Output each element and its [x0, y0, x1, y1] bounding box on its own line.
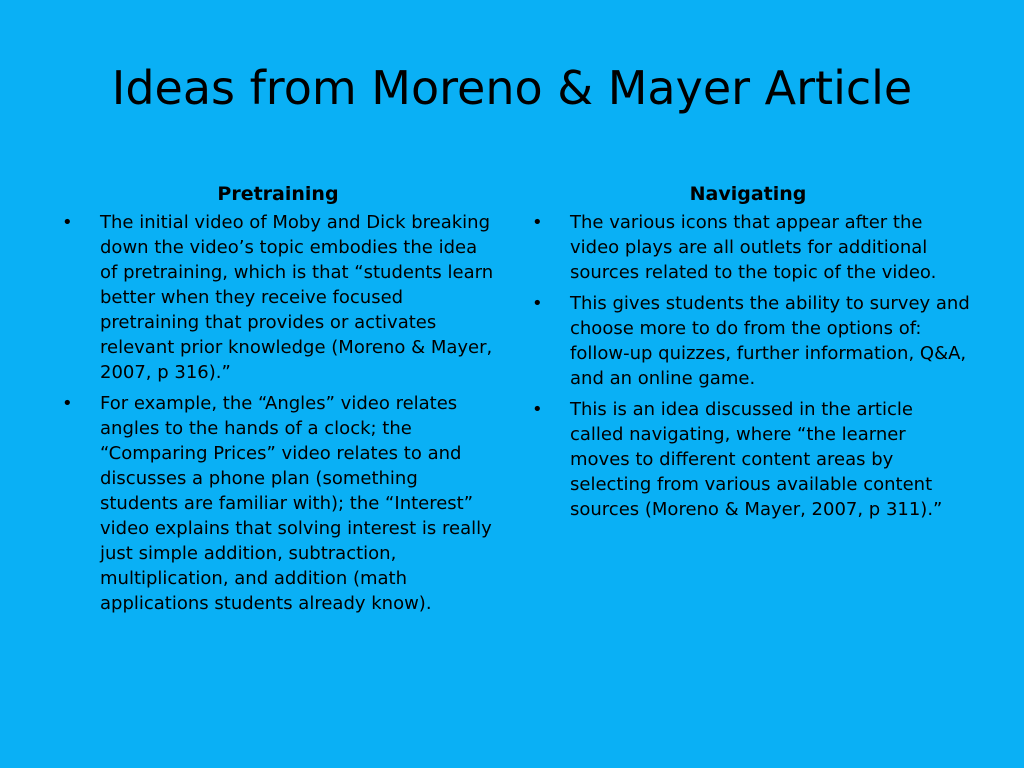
slide-title: Ideas from Moreno & Mayer Article	[111, 61, 913, 115]
pretraining-column	[60, 182, 500, 622]
bullet-text: For example, the “Angles” video relates angles to the hands of a clock; the “Comparing Prices” video relates to and discusses a phone plan (something students are familiar with); the “Interest” video explains that solving interest is really just simple addition, subtraction, multiplication, and addition (math applications students already know).	[100, 393, 492, 614]
pretraining-bullet-list	[60, 210, 500, 616]
bullet-text: The initial video of Moby and Dick breaking down the video’s topic embodies the idea of pretraining, which is that “students learn better when they receive focused pretraining that provides or activates relevant prior knowledge (Moreno & Mayer, 2007, p 316).”	[100, 212, 494, 383]
bullet-item	[530, 397, 970, 522]
bullet-marker: •	[532, 212, 543, 233]
bullet-text: The various icons that appear after the video plays are all outlets for additional sources related to the topic of the video.	[570, 212, 937, 283]
navigating-heading: Navigating	[689, 183, 807, 205]
bullet-marker: •	[62, 393, 73, 414]
bullet-item	[530, 210, 970, 285]
bullet-item	[60, 391, 500, 616]
bullet-marker: •	[532, 293, 543, 314]
bullet-marker: •	[532, 399, 543, 420]
bullet-text: This gives students the ability to survey and choose more to do from the options of: follow-up quizzes, further information, Q&A, and an online game.	[570, 293, 970, 389]
navigating-bullet-list	[530, 210, 970, 522]
bullet-marker: •	[62, 212, 73, 233]
bullet-text: This is an idea discussed in the article called navigating, where “the learner moves to different content areas by selecting from various available content sources (Moreno & Mayer, 2007, p 311).”	[570, 399, 943, 520]
pretraining-heading: Pretraining	[217, 183, 339, 205]
navigating-column	[530, 182, 970, 528]
bullet-item	[530, 291, 970, 391]
bullet-item	[60, 210, 500, 385]
